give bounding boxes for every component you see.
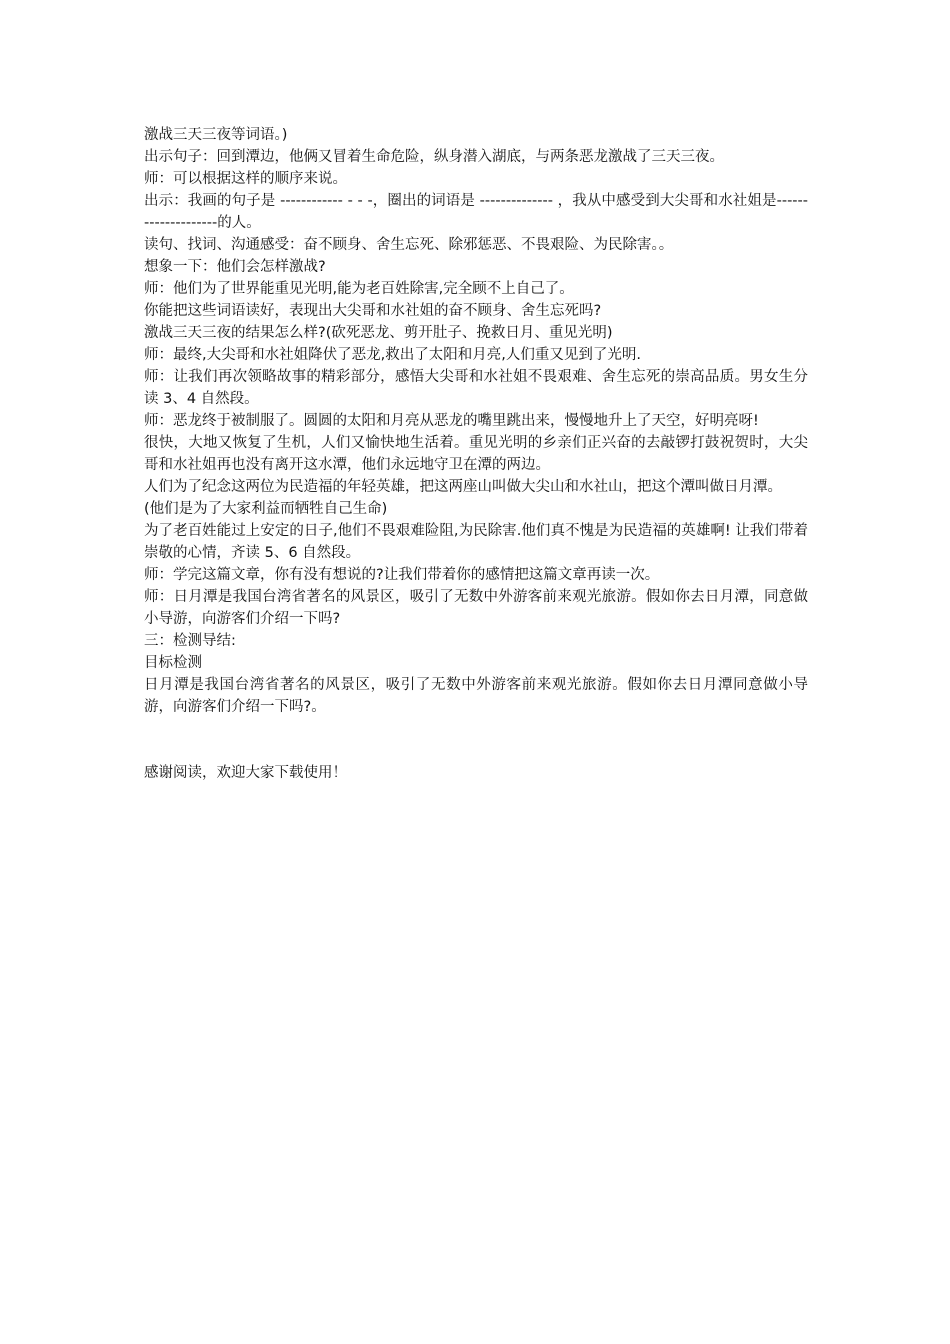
paragraph: (他们是为了大家利益而牺牲自己生命): [144, 501, 388, 517]
section-heading: 三：检测导结:: [144, 633, 236, 649]
paragraph: 师：他们为了世界能重见光明,能为老百姓除害,完全顾不上自己了。: [144, 281, 574, 297]
paragraph: 你能把这些词语读好，表现出大尖哥和水社姐的奋不顾身、舍生忘死吗?: [144, 303, 602, 319]
paragraph: 师：学完这篇文章，你有没有想说的?让我们带着你的感情把这篇文章再读一次。: [144, 567, 660, 583]
paragraph: 想象一下：他们会怎样激战?: [144, 259, 326, 275]
paragraph: 师：日月潭是我国台湾省著名的风景区，吸引了无数中外游客前来观光旅游。假如你去日月潭，同意做小导游，向游客们介绍一下吗?: [144, 589, 808, 627]
paragraph: 人们为了纪念这两位为民造福的年轻英雄，把这两座山叫做大尖山和水社山，把这个潭叫做日月潭。: [144, 479, 782, 495]
paragraph: 出示句子：回到潭边，他俩又冒着生命危险，纵身潜入湖底，与两条恶龙激战了三天三夜。: [144, 149, 724, 165]
paragraph: 师：可以根据这样的顺序来说。: [144, 171, 347, 187]
paragraph: 师：恶龙终于被制服了。圆圆的太阳和月亮从恶龙的嘴里跳出来，慢慢地升上了天空，好明亮呀!: [144, 413, 759, 429]
paragraph: 日月潭是我国台湾省著名的风景区，吸引了无数中外游客前来观光旅游。假如你去日月潭同意做小导游，向游客们介绍一下吗?。: [144, 677, 808, 715]
paragraph: 师：最终,大尖哥和水社姐降伏了恶龙,救出了太阳和月亮,人们重又见到了光明.: [144, 347, 641, 363]
closing-note: 感谢阅读，欢迎大家下载使用！: [144, 765, 347, 781]
paragraph: 激战三天三夜的结果怎么样?(砍死恶龙、剪开肚子、挽救日月、重见光明): [144, 325, 613, 341]
paragraph: 读句、找词、沟通感受：奋不顾身、舍生忘死、除邪惩恶、不畏艰险、为民除害。。: [144, 237, 674, 253]
paragraph: 师：让我们再次领略故事的精彩部分，感悟大尖哥和水社姐不畏艰难、舍生忘死的崇高品质。男女生分读 3、4 自然段。: [144, 369, 808, 407]
spacer: [144, 718, 808, 762]
paragraph: 激战三天三夜等词语。): [144, 127, 288, 143]
document-body: [144, 124, 808, 784]
paragraph: 很快，大地又恢复了生机，人们又愉快地生活着。重见光明的乡亲们正兴奋的去敲锣打鼓祝贺时，大尖哥和水社姐再也没有离开这水潭，他们永远地守卫在潭的两边。: [144, 435, 808, 473]
paragraph: 出示：我画的句子是 ------------ - - -，圈出的词语是 -------------- ，我从中感受到大尖哥和水社姐是--------------------的人。: [144, 193, 808, 231]
subsection-heading: 目标检测: [144, 655, 202, 671]
paragraph: 为了老百姓能过上安定的日子,他们不畏艰难险阻,为民除害.他们真不愧是为民造福的英雄啊! 让我们带着崇敬的心情，齐读 5、6 自然段。: [144, 523, 808, 561]
